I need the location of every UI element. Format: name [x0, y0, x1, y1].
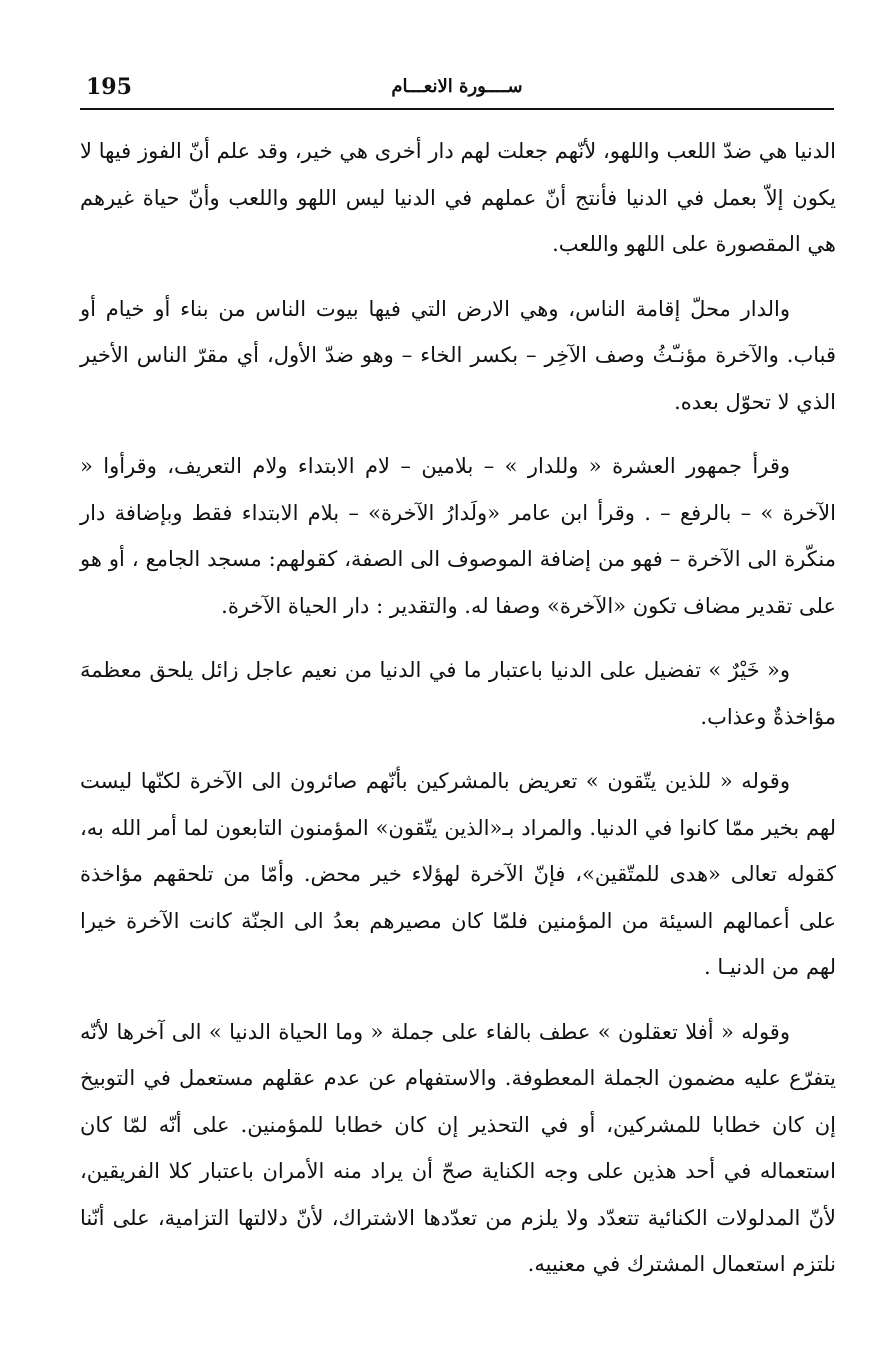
paragraph-3: وقرأ جمهور العشرة « وللدار » – بلامين – لام الابتداء ولام التعريف، وقرأوا « الآخرة » – بالرفع – . وقرأ ابن عامر «ولَدارُ الآخرة» – بلام الابتداء فقط وبإضافة دار منكّرة الى الآخرة – فهو من إضافة الموصوف الى الصفة، كقولهم: مسجد الجامع ، أو هو على تقدير مضاف تكون «الآخرة» وصفا له. والتقدير : دار الحياة الآخرة. — [80, 454, 836, 618]
running-title: ســــورة الانعـــام — [391, 76, 523, 97]
paragraph-5: وقوله « للذين يتّقون » تعريض بالمشركين بأنّهم صائرون الى الآخرة لكنّها ليست لهم بخير ممّا كانوا في الدنيا. والمراد بـ«الذين يتّقون» المؤمنون التابعون لما أمر الله به، كقوله تعالى «هدى للمتّقين»، فإنّ الآخرة لهؤلاء خير محض. وأمّا من تلحقهم مؤاخذة على أعمالهم السيئة من المؤمنين فلمّا كان مصيرهم بعدُ الى الجنّة كانت الآخرة خيرا لهم من الدنيـا . — [80, 769, 836, 979]
paragraph-6: وقوله « أفلا تعقلون » عطف بالفاء على جملة « وما الحياة الدنيا » الى آخرها لأنّه يتفرّع عليه مضمون الجملة المعطوفة. والاستفهام عن عدم عقلهم مستعمل في التوبيخ إن كان خطابا للمشركين، أو في التحذير إن كان خطابا للمؤمنين. على أنّه لمّا كان استعماله في أحد هذين على وجه الكناية صحّ أن يراد منه الأمران باعتبار كلا الفريقين، لأنّ المدلولات الكنائية تتعدّد ولا يلزم من تعدّدها الاشتراك، لأنّ دلالتها التزامية، على أنّنا نلتزم استعمال المشترك في معنييه. — [80, 1019, 836, 1276]
paragraph-1: الدنيا هي ضدّ اللعب واللهو، لأنّهم جعلت لهم دار أخرى هي خير، وقد علم أنّ الفوز فيها لا يكون إلاّ بعمل في الدنيا فأنتج أنّ عملهم في الدنيا ليس اللهو واللعب وأنّ حياة غيرهم هي المقصورة على اللهو واللعب. — [80, 139, 836, 256]
page-number: 195 — [86, 74, 132, 100]
paragraph-4: و« خَيْرٌ » تفضيل على الدنيا باعتبار ما في الدنيا من نعيم عاجل زائل يلحق معظمهَ مؤاخذةٌ وعذاب. — [80, 658, 836, 729]
paragraph-2: والدار محلّ إقامة الناس، وهي الارض التي فيها بيوت الناس من بناء أو خيام أو قباب. والآخرة مؤنـّثُ وصف الآخِر – بكسر الخاء – وهو ضدّ الأول، أي مقرّ الناس الأخير الذي لا تحوّل بعده. — [80, 296, 836, 414]
page-header — [80, 68, 834, 110]
body-text — [80, 128, 836, 1306]
